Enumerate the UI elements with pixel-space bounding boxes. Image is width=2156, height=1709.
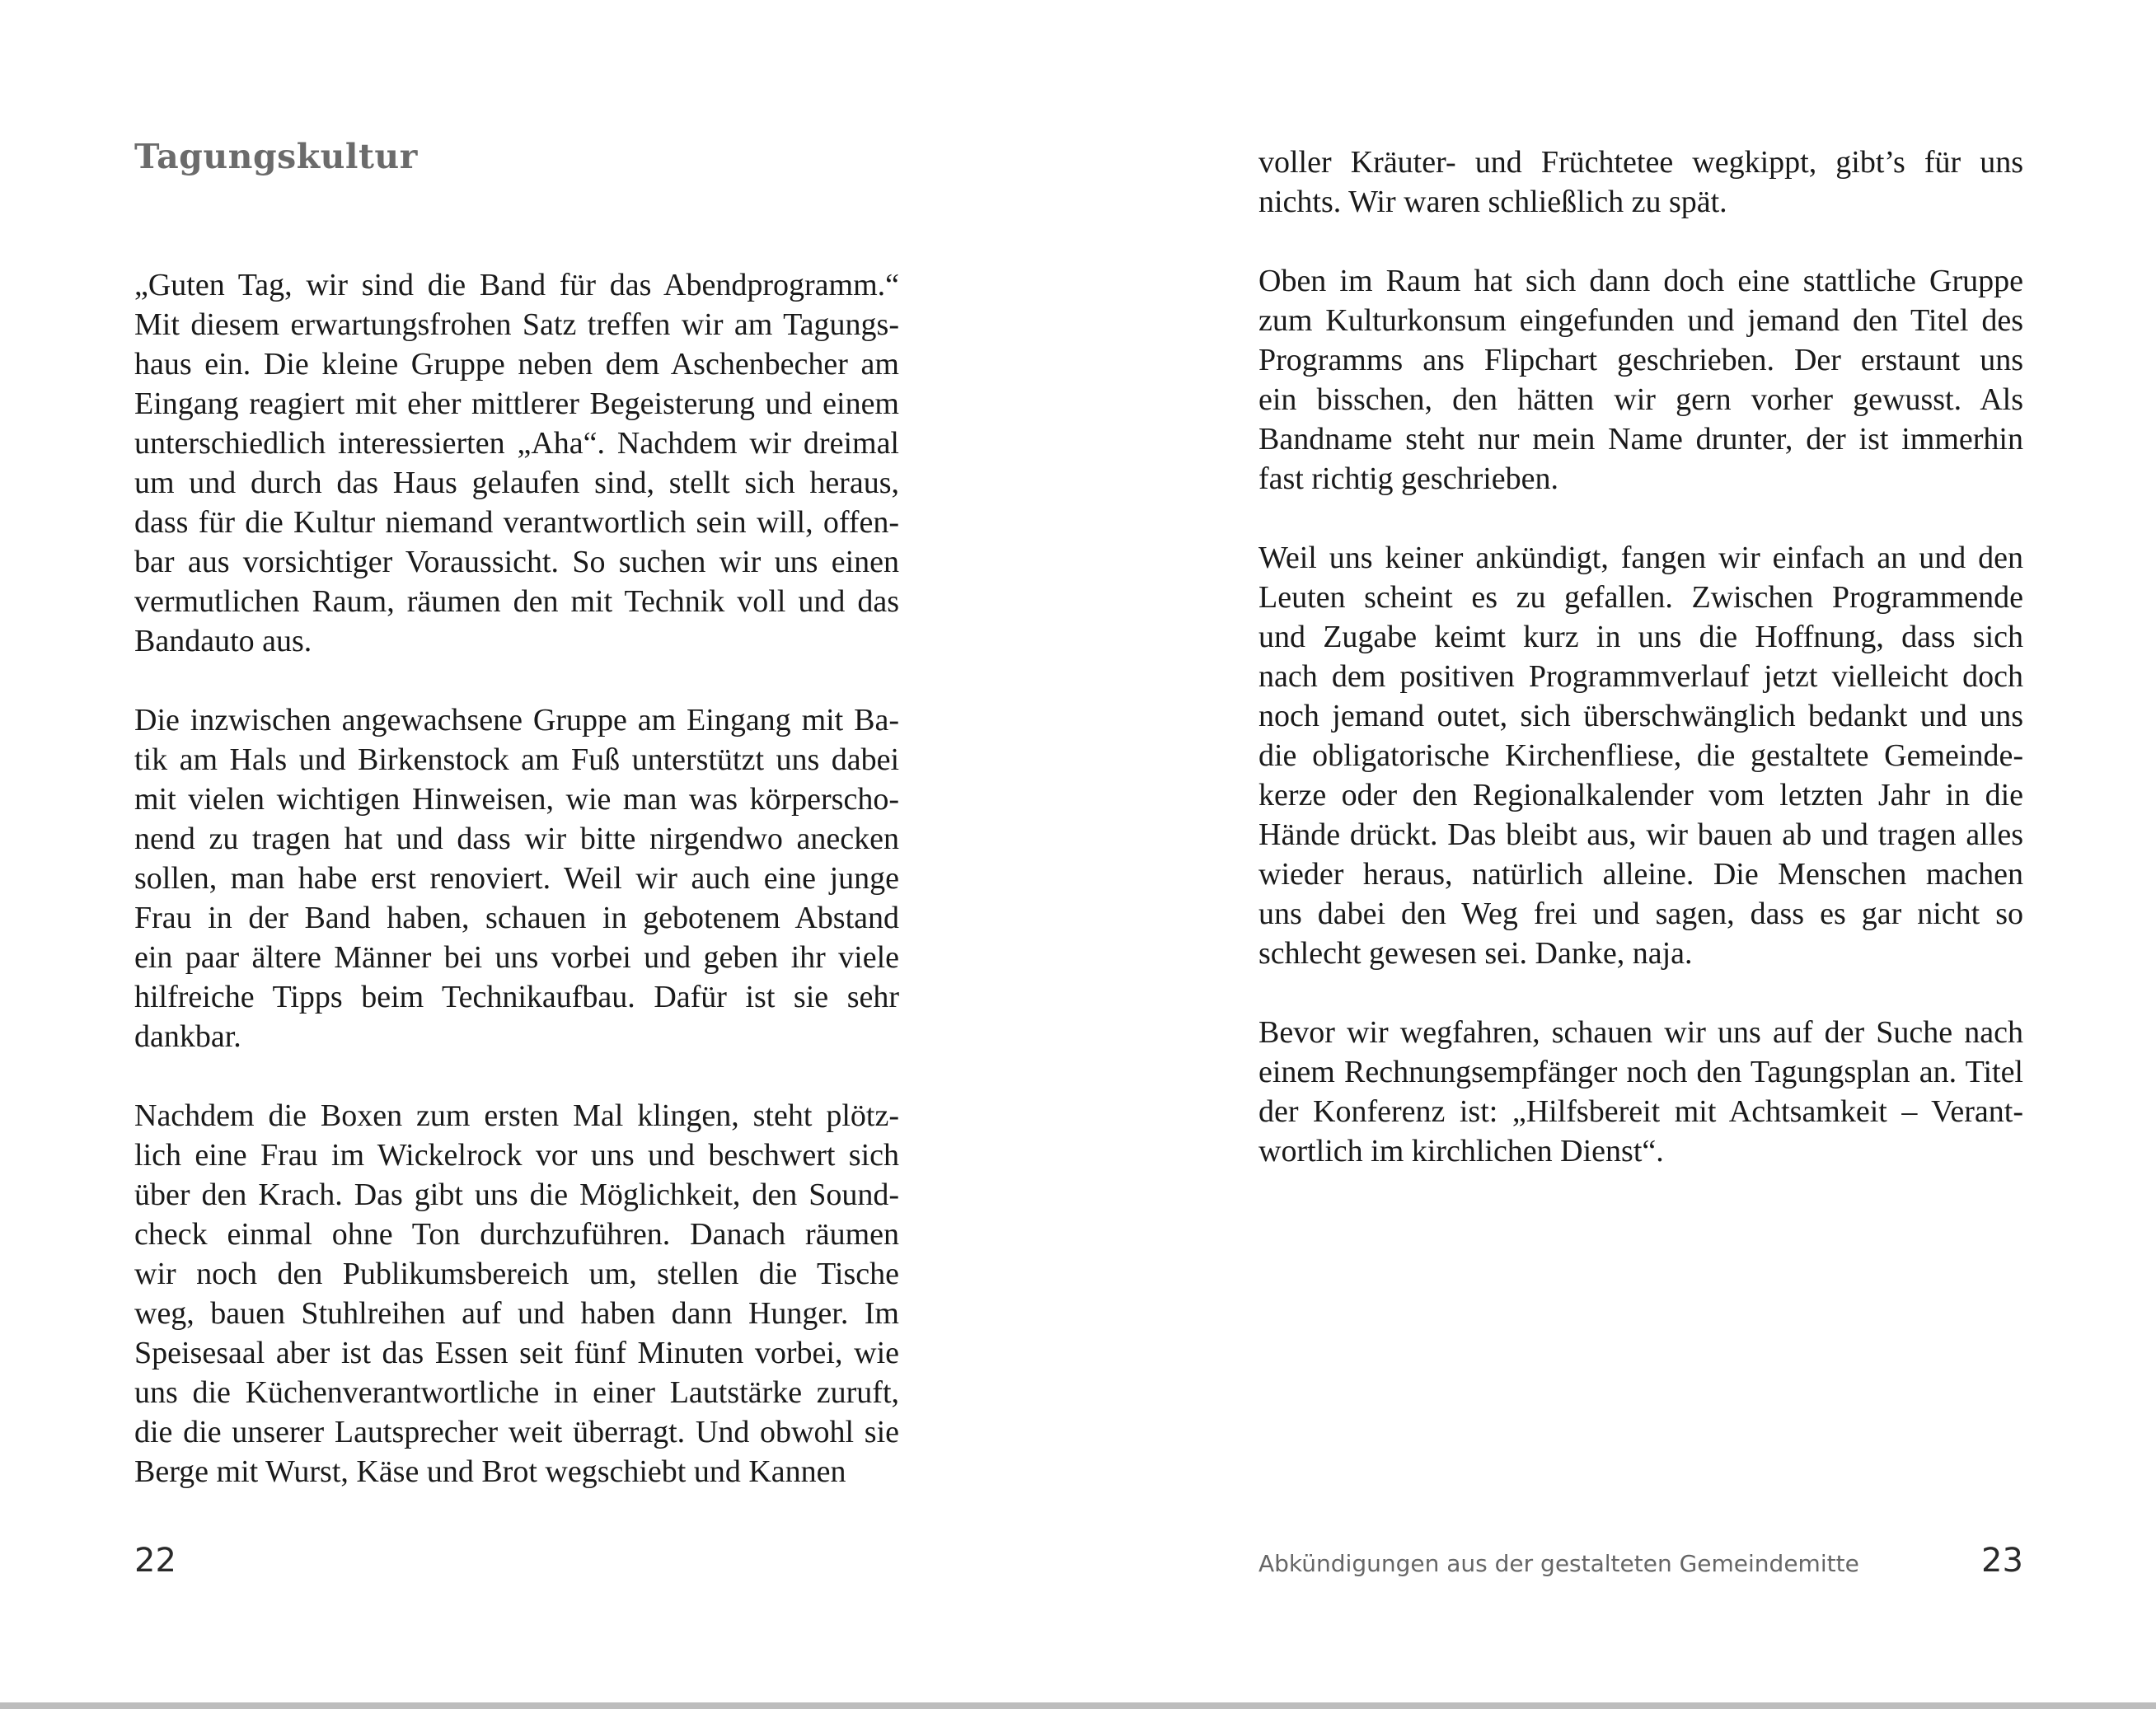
paragraph-gap (1258, 499, 2023, 538)
text-line: ein paar ältere Männer bei uns vorbei und geben ihr viele (134, 940, 899, 975)
text-line: noch jemand outet, sich überschwänglich bedankt und uns (1258, 699, 2023, 733)
text-line: mit vielen wichtigen Hinweisen, wie man was körperscho- (134, 782, 899, 817)
page-number-left: 22 (134, 1542, 176, 1580)
text-line: die obligatorische Kirchenfliese, die gestaltete Gemeinde- (1258, 738, 2023, 773)
text-line: schlecht gewesen sei. Danke, naja. (1258, 936, 1693, 971)
bottom-edge (0, 1702, 2156, 1709)
text-line: uns die Küchenverantwortliche in einer Lautstärke zuruft, (134, 1375, 899, 1410)
text-line: einem Rechnungsempfänger noch den Tagungsplan an. Titel (1258, 1055, 2023, 1089)
text-line: Mit diesem erwartungsfrohen Satz treffen wir am Tagungs- (134, 307, 899, 342)
paragraph-gap (1258, 222, 2023, 261)
paragraph (134, 265, 899, 661)
text-line: Leuten scheint es zu gefallen. Zwischen Programmende (1258, 580, 2023, 615)
text-line: nend zu tragen hat und dass wir bitte nirgendwo anecken (134, 822, 899, 856)
running-footer: Abkündigungen aus der gestalteten Gemeindemitte (1258, 1550, 1859, 1577)
text-line: nichts. Wir waren schließlich zu spät. (1258, 185, 1727, 219)
left-text-column (134, 265, 899, 1491)
text-line: Programms ans Flipchart geschrieben. Der erstaunt uns (1258, 343, 2023, 377)
text-line: „Guten Tag, wir sind die Band für das Abendprogramm.“ (134, 268, 899, 302)
right-text-column (1258, 143, 2023, 1171)
text-line: Hände drückt. Das bleibt aus, wir bauen ab und tragen alles (1258, 817, 2023, 852)
text-line: uns dabei den Weg frei und sagen, dass es gar nicht so (1258, 897, 2023, 931)
text-line: wir noch den Publikumsbereich um, stellen die Tische (134, 1257, 899, 1291)
text-line: fast richtig geschrieben. (1258, 461, 1559, 496)
paragraph (1258, 1013, 2023, 1171)
text-line: hilfreiche Tipps beim Technikaufbau. Dafür ist sie sehr (134, 980, 899, 1014)
text-line: Die inzwischen angewachsene Gruppe am Eingang mit Ba- (134, 703, 899, 737)
text-line: über den Krach. Das gibt uns die Möglichkeit, den Sound- (134, 1178, 899, 1212)
text-line: Nachdem die Boxen zum ersten Mal klingen, steht plötz- (134, 1098, 899, 1133)
text-line: zum Kulturkonsum eingefunden und jemand den Titel des (1258, 303, 2023, 338)
text-line: nach dem positiven Programmverlauf jetzt vielleicht doch (1258, 659, 2023, 694)
paragraph (1258, 538, 2023, 973)
text-line: Bandauto aus. (134, 624, 312, 658)
text-line: Bevor wir wegfahren, schauen wir uns auf der Suche nach (1258, 1015, 2023, 1050)
text-line: dankbar. (134, 1019, 241, 1054)
text-line: unterschiedlich interessierten „Aha“. Nachdem wir dreimal (134, 426, 899, 461)
text-line: weg, bauen Stuhlreihen auf und haben dann Hunger. Im (134, 1296, 899, 1331)
paragraph-gap (134, 661, 899, 700)
text-line: wortlich im kirchlichen Dienst“. (1258, 1134, 1664, 1168)
text-line: sollen, man habe erst renoviert. Weil wir auch eine junge (134, 861, 899, 896)
text-line: bar aus vorsichtiger Voraussicht. So suchen wir uns einen (134, 545, 899, 579)
paragraph (1258, 143, 2023, 222)
text-line: lich eine Frau im Wickelrock vor uns und beschwert sich (134, 1138, 899, 1173)
text-line: Bandname steht nur mein Name drunter, der ist immerhin (1258, 422, 2023, 457)
text-line: check einmal ohne Ton durchzuführen. Danach räumen (134, 1217, 899, 1252)
paragraph-gap (1258, 973, 2023, 1013)
text-line: Eingang reagiert mit eher mittlerer Begeisterung und einem (134, 386, 899, 421)
right-page (1078, 0, 2156, 1702)
text-line: der Konferenz ist: „Hilfsbereit mit Achtsamkeit – Verant- (1258, 1094, 2023, 1129)
chapter-heading: Tagungskultur (134, 137, 418, 176)
text-line: und Zugabe keimt kurz in uns die Hoffnung, dass sich (1258, 620, 2023, 654)
text-line: Speisesaal aber ist das Essen seit fünf Minuten vorbei, wie (134, 1336, 899, 1370)
text-line: haus ein. Die kleine Gruppe neben dem Aschenbecher am (134, 347, 899, 382)
paragraph (134, 1096, 899, 1491)
text-line: Oben im Raum hat sich dann doch eine stattliche Gruppe (1258, 264, 2023, 298)
text-line: vermutlichen Raum, räumen den mit Technik voll und das (134, 584, 899, 619)
text-line: Weil uns keiner ankündigt, fangen wir einfach an und den (1258, 541, 2023, 575)
text-line: wieder heraus, natürlich alleine. Die Menschen machen (1258, 857, 2023, 892)
text-line: voller Kräuter- und Früchtetee wegkippt, gibt’s für uns (1258, 145, 2023, 180)
text-line: kerze oder den Regionalkalender vom letzten Jahr in die (1258, 778, 2023, 812)
paragraph (134, 700, 899, 1056)
text-line: dass für die Kultur niemand verantwortlich sein will, offen- (134, 505, 899, 540)
text-line: die die unserer Lautsprecher weit überragt. Und obwohl sie (134, 1415, 899, 1449)
text-line: Berge mit Wurst, Käse und Brot wegschiebt und Kannen (134, 1454, 846, 1489)
page-number-right: 23 (1981, 1542, 2023, 1580)
paragraph-gap (134, 1056, 899, 1096)
text-line: Frau in der Band haben, schauen in gebotenem Abstand (134, 901, 899, 935)
text-line: ein bisschen, den hätten wir gern vorher gewusst. Als (1258, 382, 2023, 417)
text-line: um und durch das Haus gelaufen sind, stellt sich heraus, (134, 466, 899, 500)
left-page (0, 0, 1078, 1702)
paragraph (1258, 261, 2023, 499)
text-line: tik am Hals und Birkenstock am Fuß unterstützt uns dabei (134, 742, 899, 777)
